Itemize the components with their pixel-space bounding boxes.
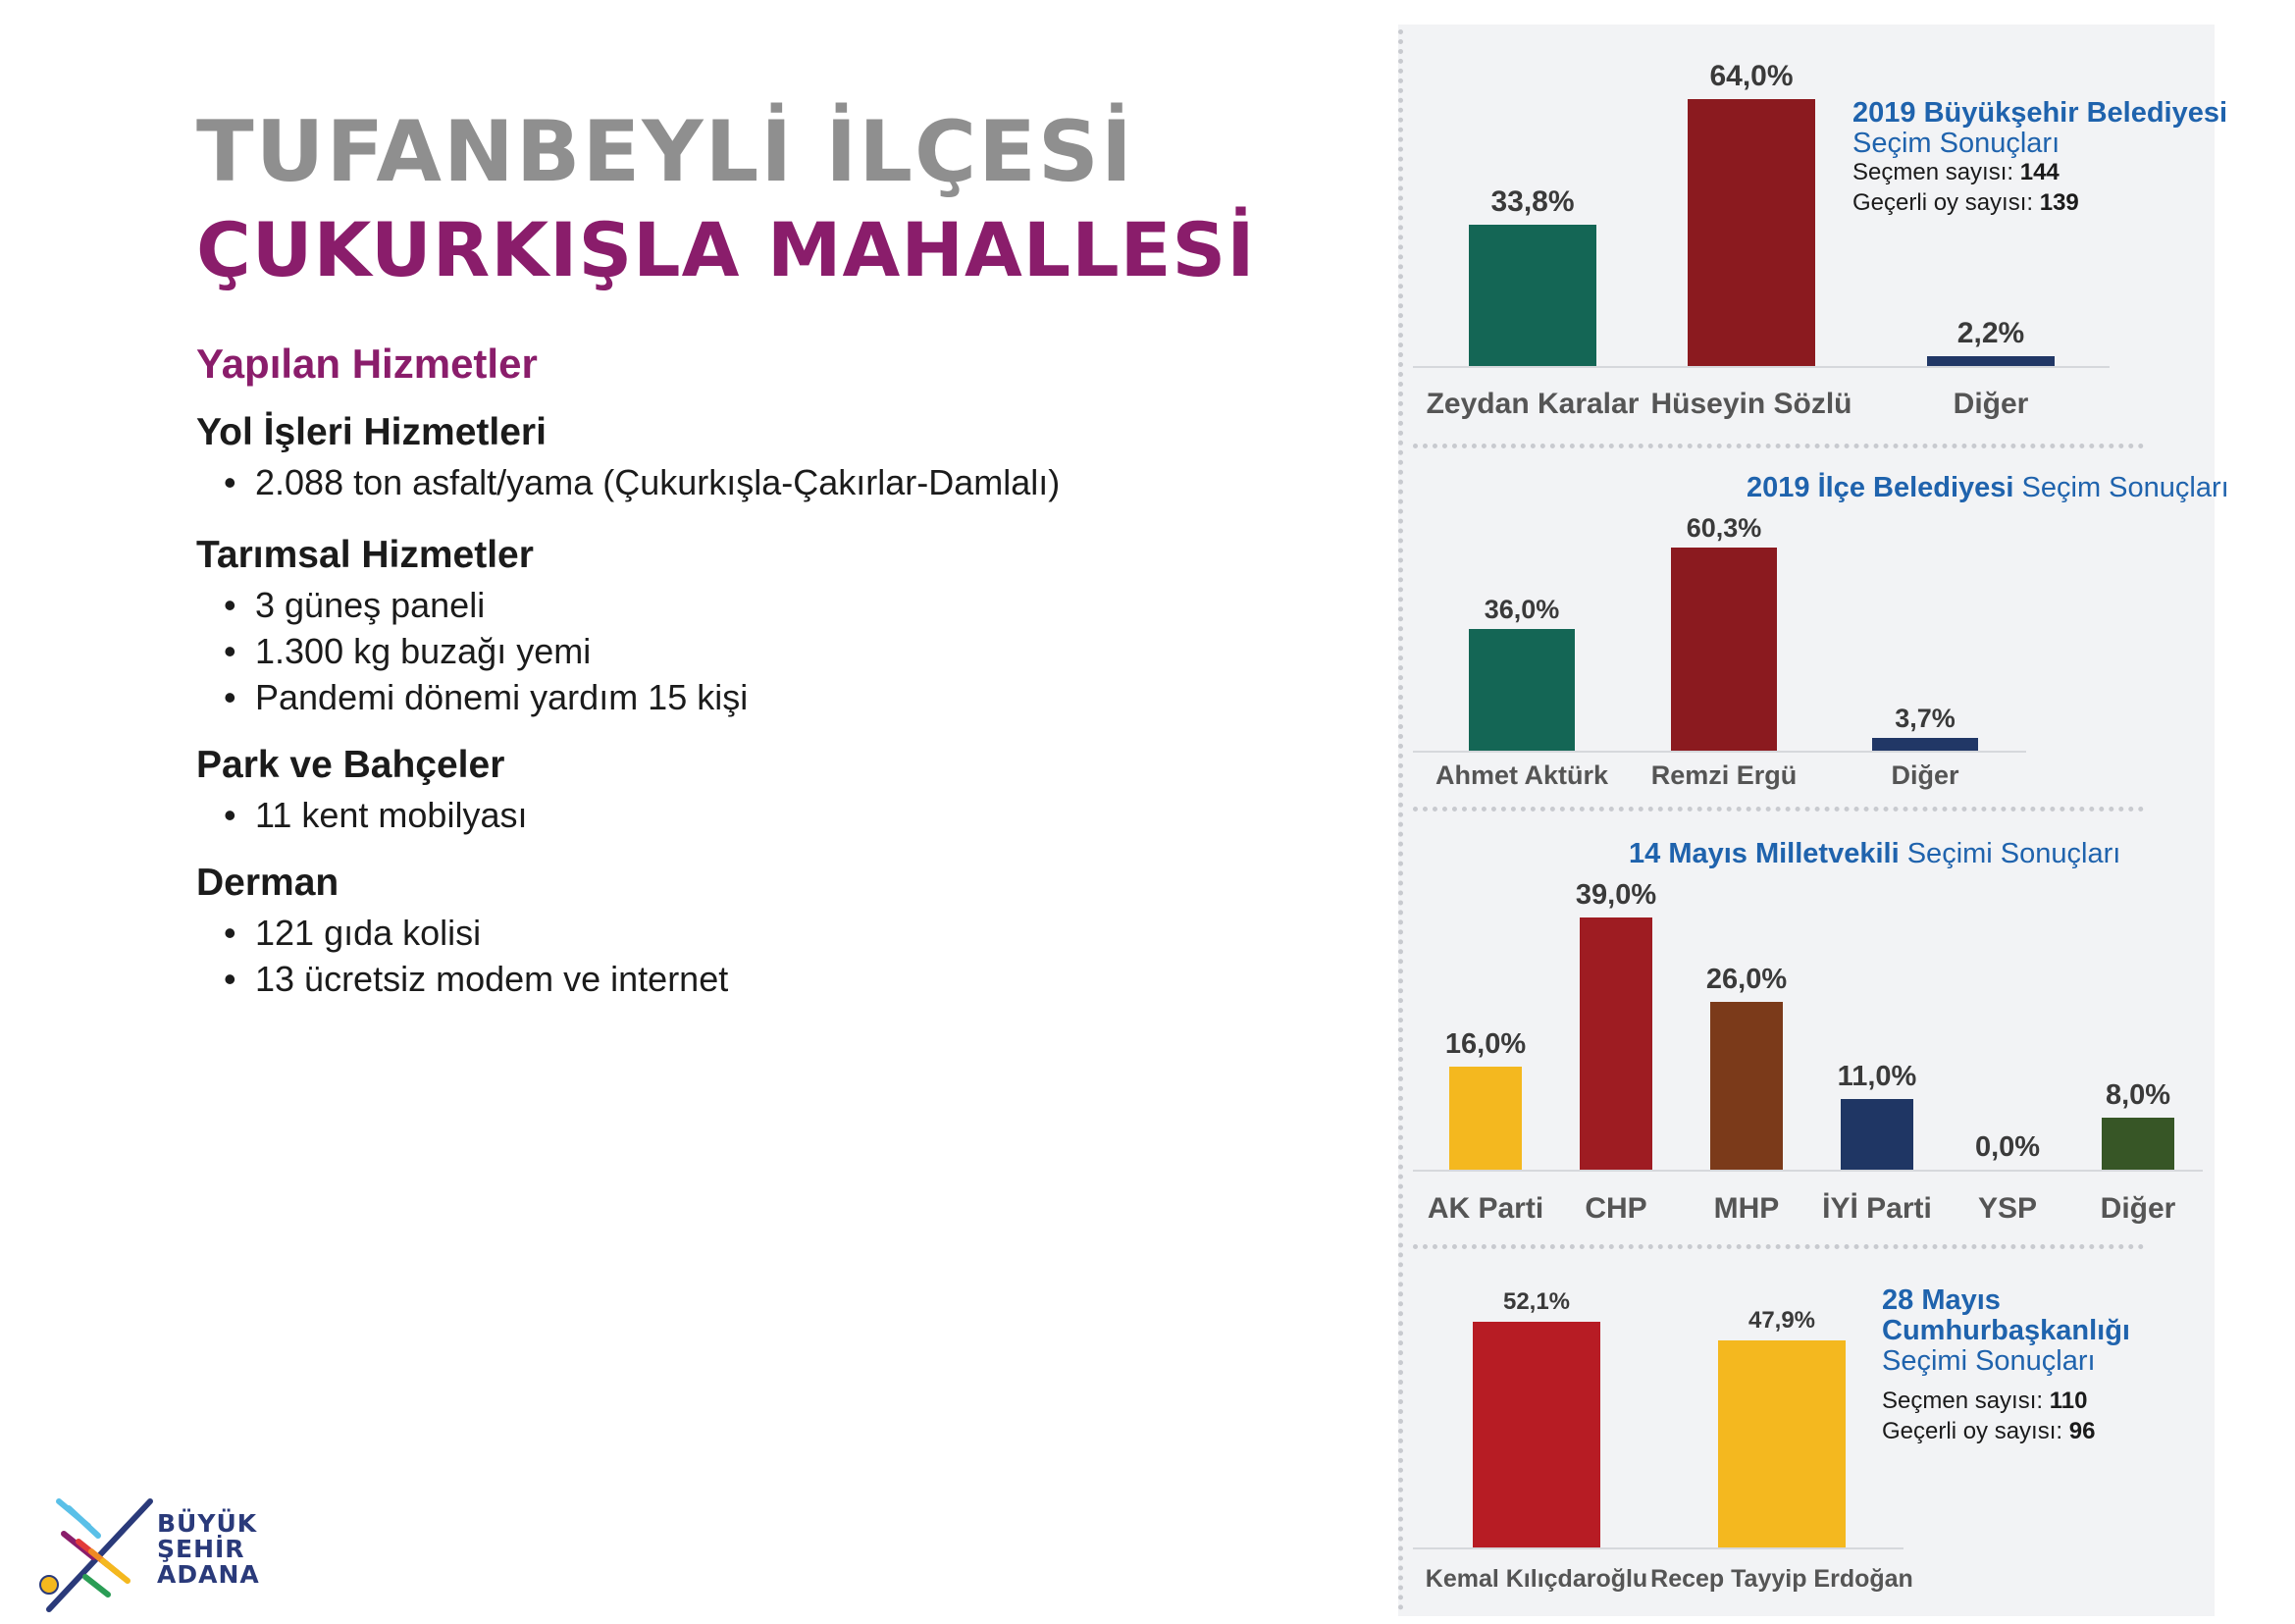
chart2-title <box>1747 473 2229 503</box>
chart1-title <box>1852 98 2227 159</box>
chart3-value-label: 8,0% <box>2105 1079 2171 1111</box>
panel-divider <box>1398 29 1403 1611</box>
section-parks <box>196 743 527 838</box>
logo-text-line3: ADANA <box>157 1560 260 1589</box>
chart2-bar <box>1469 629 1575 751</box>
list-item: • 2.088 ton asfalt/yama (Çukurkışla-Çakırlar-Damlalı) <box>196 459 1060 505</box>
list-item: • 3 güneş paneli <box>196 582 748 628</box>
chart4-title-bold1: 28 Mayıs <box>1882 1284 2001 1316</box>
list-item: • Pandemi dönemi yardım 15 kişi <box>196 674 748 720</box>
separator <box>1413 1244 2144 1249</box>
chart2-value-label: 60,3% <box>1686 513 1762 543</box>
chart4-value-label: 47,9% <box>1747 1307 1816 1334</box>
chart3-baseline <box>1413 1170 2203 1172</box>
logo-text-line2: ŞEHİR <box>157 1535 245 1563</box>
services-heading: Yapılan Hizmetler <box>196 341 538 387</box>
adana-logo-icon <box>34 1487 157 1619</box>
chart4-bar <box>1718 1340 1846 1547</box>
chart4-value-label: 52,1% <box>1502 1288 1571 1315</box>
valid-votes-label: Geçerli oy sayısı: <box>1852 189 2034 216</box>
chart3-category-label: İYİ Parti <box>1822 1192 1932 1225</box>
chart1-category-label: Hüseyin Sözlü <box>1650 388 1852 420</box>
chart3-title-rest: Seçimi Sonuçları <box>1906 838 2121 869</box>
chart1-category-label: Zeydan Karalar <box>1426 388 1640 420</box>
logo-text-line1: BÜYÜK <box>157 1509 258 1538</box>
chart3-category-label: Diğer <box>2100 1192 2176 1225</box>
chart4-title-rest: Seçimi Sonuçları <box>1882 1345 2096 1377</box>
chart4-bar <box>1473 1322 1600 1547</box>
section-derman <box>196 861 728 1002</box>
chart4-info <box>1882 1386 2095 1446</box>
chart4-category-label: Recep Tayyip Erdoğan <box>1650 1565 1913 1593</box>
chart1-bar <box>1688 99 1815 366</box>
list-item: • 1.300 kg buzağı yemi <box>196 628 748 674</box>
chart3-category-label: MHP <box>1713 1192 1780 1225</box>
chart2-category-label: Remzi Ergü <box>1650 760 1798 790</box>
chart1-baseline <box>1413 366 2110 368</box>
section-title: Park ve Bahçeler <box>196 744 505 786</box>
neighborhood-title: ÇUKURKIŞLA MAHALLESİ <box>196 206 1256 293</box>
separator <box>1413 444 2144 448</box>
section-title: Derman <box>196 862 339 904</box>
chart4-title <box>1882 1285 2130 1377</box>
chart1-value-label: 33,8% <box>1490 185 1575 218</box>
chart3-bar <box>1841 1099 1913 1170</box>
chart1-value-label: 2,2% <box>1956 317 2025 349</box>
chart2-bar <box>1671 548 1777 751</box>
chart3-category-label: AK Parti <box>1427 1192 1544 1225</box>
chart3-category-label: CHP <box>1585 1192 1647 1225</box>
valid-votes-count: 139 <box>2039 189 2079 216</box>
chart1-info <box>1852 157 2079 218</box>
chart1-bar <box>1927 356 2055 366</box>
valid-votes-label: Geçerli oy sayısı: <box>1882 1418 2063 1444</box>
chart3-value-label: 11,0% <box>1837 1061 1917 1092</box>
chart1-value-label: 64,0% <box>1709 60 1794 92</box>
chart3-value-label: 26,0% <box>1705 964 1788 995</box>
voters-count: 110 <box>2049 1388 2088 1414</box>
valid-votes-count: 96 <box>2068 1418 2096 1444</box>
chart4-title-bold2: Cumhurbaşkanlığı <box>1882 1315 2130 1346</box>
district-title: TUFANBEYLİ İLÇESİ <box>196 103 1134 201</box>
chart2-title-rest: Seçim Sonuçları <box>2021 472 2229 503</box>
separator <box>1413 807 2144 812</box>
chart2-title-bold: 2019 İlçe Belediyesi <box>1747 472 2014 503</box>
chart3-title <box>1629 839 2120 869</box>
section-title: Tarımsal Hizmetler <box>196 534 534 576</box>
voters-count: 144 <box>2019 159 2060 185</box>
chart3-bar <box>1580 917 1652 1170</box>
chart3-bar <box>1449 1067 1522 1170</box>
list-item: • 13 ücretsiz modem ve internet <box>196 956 728 1002</box>
chart3-title-bold: 14 Mayıs Milletvekili <box>1629 838 1900 869</box>
chart3-category-label: YSP <box>1977 1192 2038 1225</box>
chart2-bar <box>1872 738 1978 751</box>
chart4-category-label: Kemal Kılıçdaroğlu <box>1425 1565 1648 1593</box>
chart1-bar <box>1469 225 1596 366</box>
chart2-baseline <box>1413 751 2026 753</box>
chart3-bar <box>1710 1002 1783 1170</box>
chart3-bar <box>2102 1118 2174 1170</box>
voters-label: Seçmen sayısı: <box>1882 1388 2044 1414</box>
chart1-category-label: Diğer <box>1953 388 2029 420</box>
chart4-baseline <box>1413 1547 1904 1549</box>
chart2-category-label: Diğer <box>1891 760 1959 790</box>
chart2-value-label: 36,0% <box>1484 595 1560 624</box>
chart2-value-label: 3,7% <box>1895 704 1956 733</box>
voters-label: Seçmen sayısı: <box>1852 159 2014 185</box>
chart3-value-label: 0,0% <box>1974 1131 2041 1163</box>
section-agriculture <box>196 533 748 720</box>
chart3-value-label: 16,0% <box>1444 1028 1527 1060</box>
list-item: • 11 kent mobilyası <box>196 792 527 838</box>
chart1-title-bold: 2019 Büyükşehir Belediyesi <box>1852 97 2228 129</box>
chart2-category-label: Ahmet Aktürk <box>1434 760 1609 790</box>
section-road-works <box>196 410 1060 505</box>
section-title: Yol İşleri Hizmetleri <box>196 411 547 453</box>
list-item: • 121 gıda kolisi <box>196 910 728 956</box>
chart1-title-rest: Seçim Sonuçları <box>1852 128 2060 159</box>
chart3-value-label: 39,0% <box>1575 879 1657 911</box>
